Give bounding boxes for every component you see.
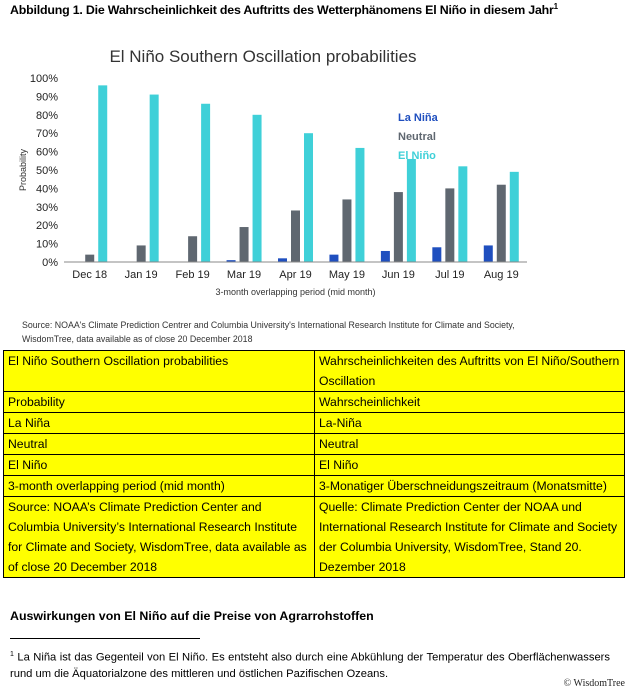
english-term: El Niño Southern Oscillation probabilities	[4, 351, 315, 392]
figure-heading-text: Abbildung 1. Die Wahrscheinlichkeit des Auftritts des Wetterphänomens El Niño in diesem Jahr	[10, 3, 554, 18]
bar-el-ni-o	[150, 95, 159, 262]
y-tick-label: 90%	[35, 91, 58, 104]
enso-probability-chart	[0, 22, 629, 312]
bar-neutral	[445, 188, 454, 262]
translation-table	[3, 350, 625, 578]
translation-row	[4, 455, 625, 476]
x-tick-label: Jun 19	[381, 269, 415, 281]
bar-la-ni-a	[278, 258, 287, 262]
bar-la-ni-a	[329, 255, 338, 262]
footnote-reference: 1	[553, 2, 558, 11]
bar-el-ni-o	[510, 172, 519, 262]
x-tick-label: Dec 18	[72, 269, 108, 281]
y-tick-label: 100%	[29, 73, 58, 85]
bar-neutral	[137, 245, 146, 262]
english-term: Probability	[4, 392, 315, 413]
bar-neutral	[85, 255, 94, 262]
footnote-text: La Niña ist das Gegenteil von El Niño. Es entsteht also durch eine Abkühlung der Temperatur des Oberflächenwassers rund um die Äquatorialzone des mittleren und östlichen Pazifischen Ozeans.	[10, 651, 610, 680]
bar-el-ni-o	[201, 104, 210, 262]
bar-neutral	[394, 192, 403, 262]
x-tick-label: Aug 19	[483, 269, 519, 281]
english-term: 3-month overlapping period (mid month)	[4, 476, 315, 497]
figure-heading	[10, 2, 622, 17]
english-term: El Niño	[4, 455, 315, 476]
footnote-divider	[10, 638, 200, 639]
x-tick-label: May 19	[328, 269, 365, 281]
bar-el-ni-o	[98, 85, 107, 262]
footnote-number: 1	[10, 651, 14, 658]
y-tick-label: 80%	[35, 109, 58, 122]
bar-el-ni-o	[253, 115, 262, 262]
y-tick-label: 20%	[35, 220, 58, 233]
x-axis-title: 3-month overlapping period (mid month)	[215, 287, 376, 297]
section-subheading: Auswirkungen von El Niño auf die Preise von Agrarrohstoffen	[10, 609, 374, 623]
bar-el-ni-o	[407, 159, 416, 262]
footnote	[10, 647, 610, 682]
x-tick-label: Jan 19	[124, 269, 158, 281]
bar-el-ni-o	[304, 133, 313, 262]
german-translation: El Niño	[315, 455, 625, 476]
bar-el-ni-o	[458, 166, 467, 262]
x-tick-label: Feb 19	[175, 269, 210, 281]
german-translation: Neutral	[315, 434, 625, 455]
bar-neutral	[291, 210, 300, 262]
bar-la-ni-a	[381, 251, 390, 262]
bar-la-ni-a	[432, 247, 441, 262]
english-term: Neutral	[4, 434, 315, 455]
english-term: La Niña	[4, 413, 315, 434]
translation-row	[4, 434, 625, 455]
y-tick-label: 70%	[35, 128, 58, 141]
german-translation: Wahrscheinlichkeit	[315, 392, 625, 413]
bar-neutral	[497, 185, 506, 262]
y-tick-label: 40%	[35, 183, 58, 196]
translation-row	[4, 392, 625, 413]
y-tick-label: 0%	[42, 257, 58, 269]
bar-neutral	[188, 236, 197, 262]
legend-entry: El Niño	[398, 150, 436, 162]
bar-el-ni-o	[355, 148, 364, 262]
y-tick-label: 10%	[35, 238, 58, 251]
bar-neutral	[240, 227, 249, 262]
translation-row	[4, 476, 625, 497]
bar-neutral	[342, 199, 351, 262]
german-translation: La-Niña	[315, 413, 625, 434]
bar-la-ni-a	[484, 245, 493, 262]
y-tick-label: 50%	[35, 165, 58, 177]
chart-title: El Niño Southern Oscillation probabilities	[109, 47, 417, 66]
translation-row	[4, 497, 625, 578]
y-tick-label: 60%	[35, 146, 58, 159]
x-tick-label: Jul 19	[435, 269, 465, 281]
translation-row	[4, 413, 625, 434]
german-translation: Quelle: Climate Prediction Center der NOAA und International Research Institute for Climate and Society der Columbia University, WisdomTree, Stand 20. Dezember 2018	[315, 497, 625, 578]
legend-entry: La Niña	[398, 112, 438, 124]
y-axis-title: Probability	[18, 148, 28, 192]
chart-source-note: Source: NOAA's Climate Prediction Centrer and Columbia University's International Research Institute for Climate and Society, WisdomTree, data available as of close 20 December 2018	[22, 320, 515, 344]
wisdomtree-watermark: © WisdomTree	[563, 678, 625, 689]
x-tick-label: Apr 19	[279, 269, 312, 281]
german-translation: Wahrscheinlichkeiten des Auftritts von El Niño/Southern Oscillation	[315, 351, 625, 392]
legend-entry: Neutral	[398, 131, 436, 143]
translation-row	[4, 351, 625, 392]
german-translation: 3-Monatiger Überschneidungszeitraum (Monatsmitte)	[315, 476, 625, 497]
x-tick-label: Mar 19	[226, 269, 262, 281]
y-tick-label: 30%	[35, 201, 58, 214]
english-term: Source: NOAA’s Climate Prediction Center and Columbia University’s International Research Institute for Climate and Society, WisdomTree, data available as of close 20 December 2018	[4, 497, 315, 578]
